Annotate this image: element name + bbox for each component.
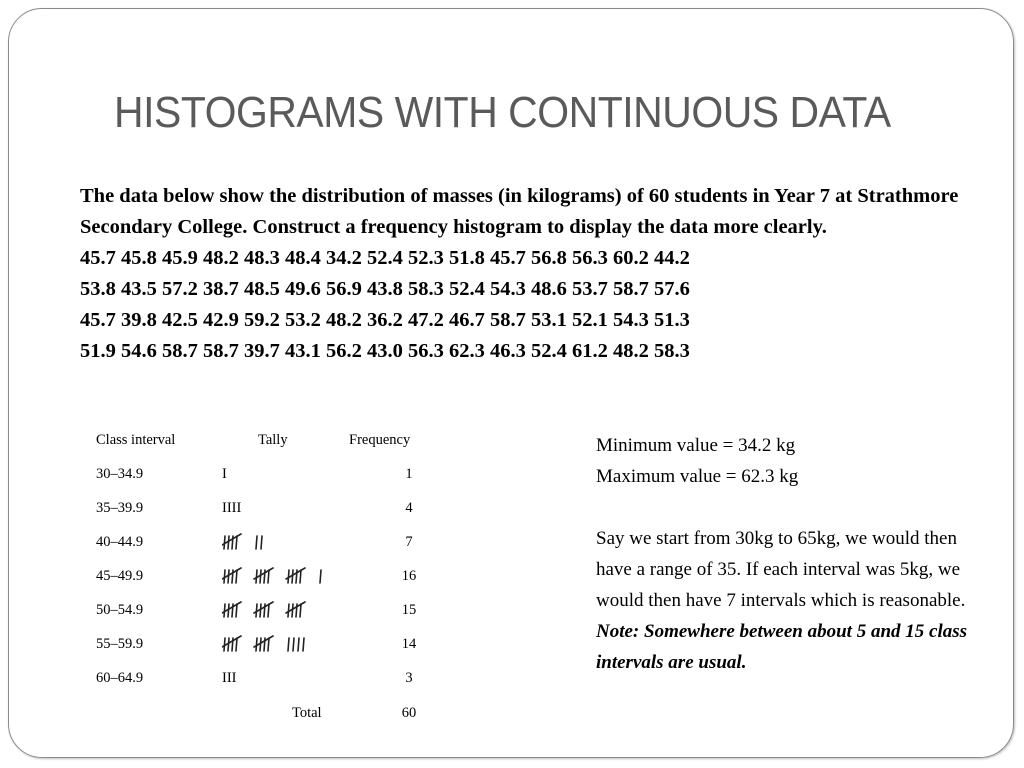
slide-title: HISTOGRAMS WITH CONTINUOUS DATA xyxy=(114,88,891,137)
data-line-3: 45.7 39.8 42.5 42.9 59.2 53.2 48.2 36.2 47.2 46.7 58.7 53.1 52.1 54.3 51.3 xyxy=(80,309,690,331)
minimum-value-text: Minimum value = 34.2 kg xyxy=(596,435,796,456)
row-class-interval: 35–39.9 xyxy=(96,500,144,516)
header-tally: Tally xyxy=(258,432,288,448)
row-frequency: 16 xyxy=(401,568,417,584)
row-frequency: 14 xyxy=(401,636,417,652)
notes-block xyxy=(596,430,976,678)
row-class-interval: 40–44.9 xyxy=(96,534,144,550)
row-tally-text: I xyxy=(222,466,227,482)
class-interval-note: Note: Somewhere between about 5 and 15 class intervals are usual. xyxy=(596,621,968,673)
row-frequency: 1 xyxy=(405,466,413,482)
intro-text-block xyxy=(80,181,960,367)
notes-spacer xyxy=(596,492,976,523)
data-line-4: 51.9 54.6 58.7 58.7 39.7 43.1 56.2 43.0 56.3 62.3 46.3 52.4 61.2 48.2 58.3 xyxy=(80,340,690,362)
maximum-value-text: Maximum value = 62.3 kg xyxy=(596,466,799,487)
row-frequency: 7 xyxy=(405,534,413,550)
row-frequency: 15 xyxy=(401,602,417,618)
data-line-1: 45.7 45.8 45.9 48.2 48.3 48.4 34.2 52.4 52.3 51.8 45.7 56.8 56.3 60.2 44.2 xyxy=(80,247,690,269)
tally-marks-icon xyxy=(222,530,332,552)
row-frequency: 4 xyxy=(405,500,413,516)
row-class-interval: 60–64.9 xyxy=(96,670,144,686)
row-tally-text: III xyxy=(222,670,237,686)
header-class-interval: Class interval xyxy=(96,432,176,448)
row-class-interval: 55–59.9 xyxy=(96,636,144,652)
row-class-interval: 45–49.9 xyxy=(96,568,144,584)
tally-marks-icon xyxy=(222,564,332,586)
tally-marks-icon xyxy=(222,632,332,654)
total-label: Total xyxy=(292,705,322,721)
header-frequency: Frequency xyxy=(349,432,411,448)
row-frequency: 3 xyxy=(405,670,413,686)
range-explanation: Say we start from 30kg to 65kg, we would then have a range of 35. If each interval was 5kg, we would then have 7 intervals which is reasonable. xyxy=(596,528,966,611)
row-class-interval: 50–54.9 xyxy=(96,602,144,618)
total-value: 60 xyxy=(401,705,417,721)
row-class-interval: 30–34.9 xyxy=(96,466,144,482)
row-tally-text: IIII xyxy=(222,500,242,516)
intro-paragraph: The data below show the distribution of masses (in kilograms) of 60 students in Year 7 at Strathmore Secondary College. Construct a frequency histogram to display the data more clearly. xyxy=(80,185,959,238)
data-line-2: 53.8 43.5 57.2 38.7 48.5 49.6 56.9 43.8 58.3 52.4 54.3 48.6 53.7 58.7 57.6 xyxy=(80,278,690,300)
tally-marks-icon xyxy=(222,598,332,620)
